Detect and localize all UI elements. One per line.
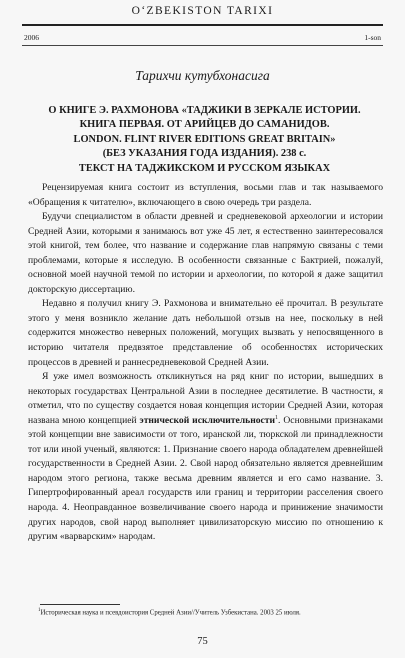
footnote — [38, 608, 383, 616]
issue-year: 2006 — [24, 33, 39, 42]
paragraph: Недавно я получил книгу Э. Рахмонова и внимательно её прочитал. В результате этого у меня возникло желание дать небольшой отзыв на нее, поскольку в ней содержится множество неверных положений, могущих вызвать у непосвященного в историю читателя предвзятое представление об особенностях исторических процессов в древней и раннесредневековой Средней Азии. — [28, 298, 383, 368]
paragraph-text: . Основными признаками этой концепции вне зависимости от того, иранской ли, тюркской ли принадлежности тот или иной ученый, являются: 1. Признание своего народа обладателем древнейшей государственности в Средней Азии. 2. Свой народ обязательно является древнейшим народом этого региона, также весьма древним является и его само название. 3. Гипертрофированный ареал государств или границ и территории расселения своего народа. 4. Неоправданное возвеличивание своего народа и принижение значимости других народов, свой народ выполняет цивилизаторскую миссию по отношению к другим «варварским» народам. — [28, 414, 383, 543]
journal-title: O‘ZBEKISTON TARIXI — [131, 5, 274, 17]
headline-line: ТЕКСТ НА ТАДЖИКСКОМ И РУССКОМ ЯЗЫКАХ — [78, 162, 331, 174]
paragraph: Будучи специалистом в области древней и средневековой археологии и истории Средней Азии, которыми я занимаюсь вот уже 45 лет, я естественно заинтересовался этой книгой, тем более, что название и содержание глав напрямую связаны с теми проблемами, которые я исследую. В особенности связанные с Бактрией, пожалуй, основной моей научной темой по истории и археологии, по которой я даже защитил докторскую диссертацию. — [28, 211, 383, 295]
issue-number: 1-son — [364, 33, 381, 42]
footnote-rule — [40, 604, 120, 605]
article-headline — [26, 104, 383, 176]
header-thin-rule — [22, 45, 383, 46]
paragraph — [28, 370, 383, 545]
article-body — [28, 181, 383, 545]
footnote-reference[interactable]: 1 — [275, 414, 279, 421]
footnote-mark: 1 — [38, 608, 41, 613]
page-number: 75 — [197, 636, 208, 647]
section-title: Тарихчи кутубхонасига — [135, 68, 270, 83]
headline-line: LONDON. FLINT RIVER EDITIONS GREAT BRITAIN» — [73, 133, 336, 145]
footnote-text: Историческая наука и псевдоистория Средней Азии//Учитель Узбекистана. 2003 25 июля. — [40, 609, 301, 617]
headline-line: О КНИГЕ Э. РАХМОНОВА «ТАДЖИКИ В ЗЕРКАЛЕ ИСТОРИИ. — [48, 105, 361, 116]
bold-term: этнической исключительности — [139, 414, 276, 426]
paragraph-text: Я уже имел возможность откликнуться на ряд книг по истории, вышедших в некоторых государствах Центральной Азии в последнее десятилетие. В частности, я отметил, что по существу создается новая концепция истории Средней Азии, которая названа мною концепцией — [28, 371, 383, 426]
headline-line: КНИГА ПЕРВАЯ. ОТ АРИЙЦЕВ ДО САМАНИДОВ. — [79, 119, 330, 131]
header-rule — [22, 24, 383, 26]
headline-line: (БЕЗ УКАЗАНИЯ ГОДА ИЗДАНИЯ). 238 с. — [102, 148, 307, 160]
paragraph: Рецензируемая книга состоит из вступления, восьми глав и так называемого «Обращения к читателю», включающего в свою очередь три раздела. — [28, 182, 383, 208]
